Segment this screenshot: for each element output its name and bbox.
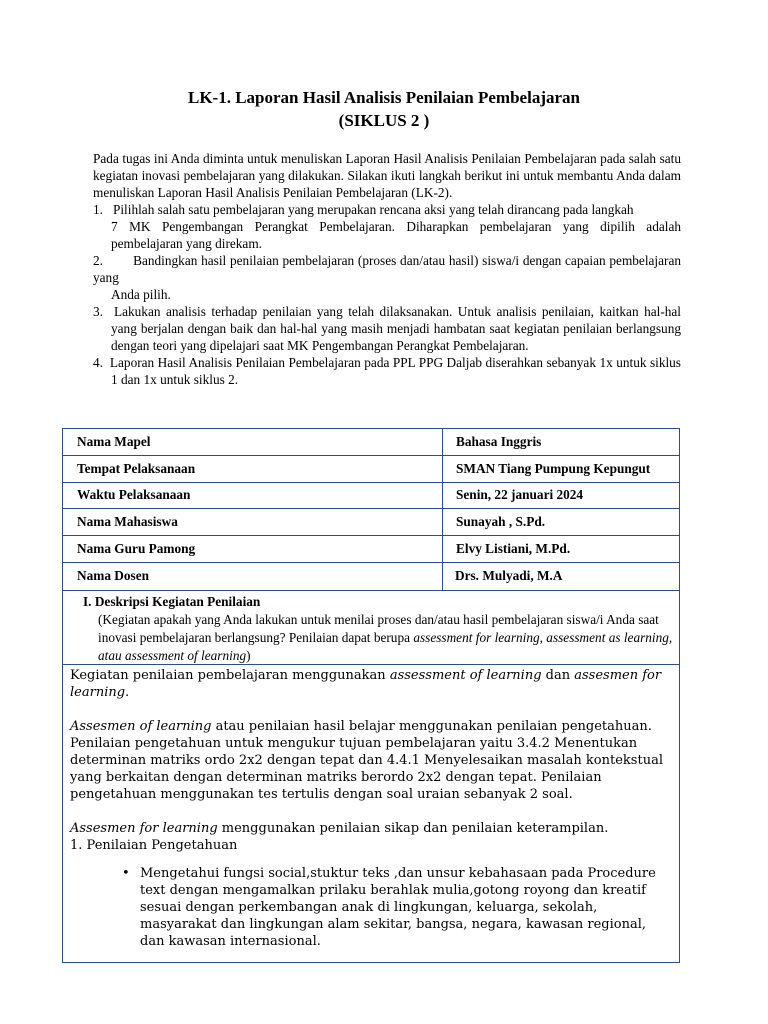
italic-text: assessment of learning xyxy=(389,668,542,683)
table-label: Nama Mahasiswa xyxy=(63,509,443,535)
step-number: 1. xyxy=(93,202,103,217)
section-description xyxy=(62,587,680,664)
table-row xyxy=(63,563,679,590)
section-prompt xyxy=(98,611,673,665)
document-title: LK-1. Laporan Hasil Analisis Penilaian Pembelajaran xyxy=(188,88,580,107)
step-number: 4. xyxy=(93,355,103,370)
answer-paragraph xyxy=(70,820,670,837)
italic-text: Assesmen for learning xyxy=(70,821,218,836)
table-label: Nama Guru Pamong xyxy=(63,536,443,562)
answer-content xyxy=(70,667,670,950)
italic-text: Assesmen of learning xyxy=(70,719,212,734)
instruction-step xyxy=(93,303,681,354)
table-row xyxy=(63,536,679,563)
table-value: Sunayah , S.Pd. xyxy=(456,514,546,530)
step-number: 3. xyxy=(93,304,103,319)
prompt-close: ) xyxy=(246,648,251,663)
instructions xyxy=(93,150,681,388)
answer-subheading: 1. Penilaian Pengetahuan xyxy=(70,838,238,853)
table-value: Bahasa Inggris xyxy=(456,433,542,449)
table-label: Tempat Pelaksanaan xyxy=(63,456,443,482)
document-subtitle: (SIKLUS 2 ) xyxy=(338,111,430,130)
text: Kegiatan penilaian pembelajaran menggunakan xyxy=(70,668,390,683)
table-row xyxy=(63,456,679,483)
text: atau penilaian hasil belajar menggunakan penilaian pengetahuan. Penilaian pengetahuan untuk mengukur tujuan pembelajaran yaitu 3.4.2 Menentukan determinan matriks ordo 2x2 dengan tepat dan 4.4.1 Menyelesaikan masalah kontekstual yang berkaitan dengan determinan matriks berordo 2x2 dengan tepat. Penilaian pengetahuan menggunakan tes tertulis dengan soal uraian sebanyak 2 soal. xyxy=(70,719,663,802)
table-value: Drs. Mulyadi, M.A xyxy=(455,568,563,584)
prompt-text: (Kegiatan apakah yang Anda lakukan untuk menilai proses dan/atau hasil pembelajaran siswa/i Anda saat inovasi pembelajaran berlangsung? Penilaian dapat berupa xyxy=(98,612,659,645)
info-table xyxy=(62,428,680,591)
step-text: Pilihlah salah satu pembelajaran yang merupakan rencana aksi yang telah dirancang pada langkah xyxy=(112,202,634,217)
prompt-italic-text: assessment for learning, assessment as learning, atau assessment of learning xyxy=(98,630,673,663)
table-label: Nama Dosen xyxy=(63,563,443,590)
step-continuation: 7 MK Pengembangan Perangkat Pembelajaran. Diharapkan pembelajaran yang dipilih adalah pembelajaran yang direkam. xyxy=(111,219,681,251)
bullet-icon: • xyxy=(122,866,130,881)
step-text: Laporan Hasil Analisis Penilaian Pembelajaran pada PPL PPG Daljab diserahkan sebanyak 1x untuk siklus 1 dan 1x untuk siklus 2. xyxy=(109,355,681,387)
table-value: Senin, 22 januari 2024 xyxy=(456,487,584,503)
table-value: Elvy Listiani, M.Pd. xyxy=(456,541,571,557)
step-text: Lakukan analisis terhadap penilaian yang telah dilaksanakan. Untuk analisis penilaian, kaitkan hal-hal yang berjalan dengan baik dan hal-hal yang masih menjadi hambatan saat kegiatan penilaian berlangsung dengan teori yang dipelajari saat MK Pengembangan Perangkat Pembelajaran. xyxy=(111,304,682,353)
intro-paragraph: Pada tugas ini Anda diminta untuk menuliskan Laporan Hasil Analisis Penilaian Pembelajaran pada salah satu kegiatan inovasi pembelajaran yang dilakukan. Silakan ikuti langkah berikut ini untuk membantu Anda dalam menuliskan Laporan Hasil Analisis Penilaian Pembelajaran (LK-2). xyxy=(93,151,681,200)
answer-box[interactable] xyxy=(62,664,680,963)
instruction-step xyxy=(93,354,681,388)
step-number: 2. xyxy=(93,253,103,268)
section-heading: I. Deskripsi Kegiatan Penilaian xyxy=(83,594,261,609)
step-continuation: Anda pilih. xyxy=(111,287,171,302)
table-row xyxy=(63,429,679,456)
step-text: Bandingkan hasil penilaian pembelajaran (proses dan/atau hasil) siswa/i dengan capaian pembelajaran yang xyxy=(93,253,682,285)
text: dan xyxy=(541,668,575,683)
bullet-item xyxy=(70,865,670,950)
instruction-step xyxy=(93,201,681,218)
table-value: SMAN Tiang Pumpung Kepungut xyxy=(456,460,651,476)
instruction-step xyxy=(93,252,681,286)
text: . xyxy=(125,685,130,700)
table-row xyxy=(63,483,679,510)
answer-paragraph xyxy=(70,718,670,803)
table-row xyxy=(63,509,679,536)
table-label: Nama Mapel xyxy=(63,429,443,455)
table-label: Waktu Pelaksanaan xyxy=(63,483,443,509)
italic-text: assesmen for learning xyxy=(70,668,662,700)
bullet-text: Mengetahui fungsi social,stuktur teks ,dan unsur kebahasaan pada Procedure text dengan mengamalkan prilaku berahlak mulia,gotong royong dan kreatif sesuai dengan perkembangan anak di lingkungan, keluarga, sekolah, masyarakat dan lingkungan alam sekitar, bangsa, negara, kawasan regional, dan kawasan internasional. xyxy=(140,866,656,949)
answer-paragraph xyxy=(70,667,670,701)
text: menggunakan penilaian sikap dan penilaian keterampilan. xyxy=(217,821,609,836)
